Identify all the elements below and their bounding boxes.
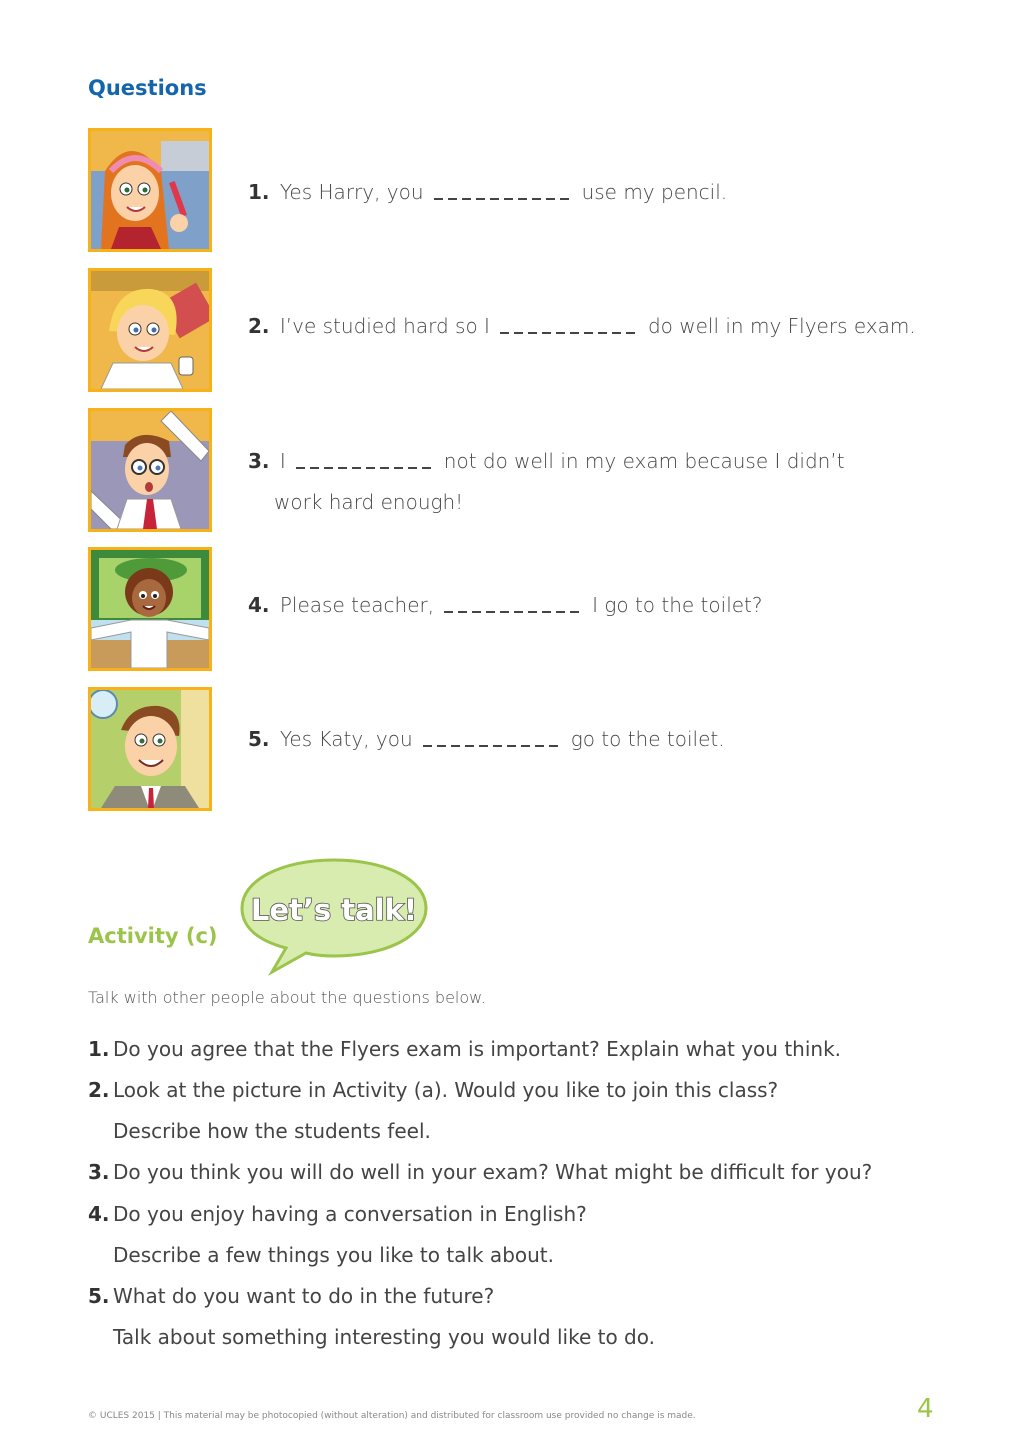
discussion-item-4-continued [88,1235,554,1276]
answer-blank[interactable] [500,332,638,334]
question-text-after: go to the toilet. [570,727,725,751]
girl-with-pencil-illustration [88,128,212,252]
item-text: Do you think you will do well in your exam? What might be difficult for you? [113,1160,873,1184]
question-text-after: do well in my Flyers exam. [647,314,916,338]
activity-instructions: Talk with other people about the questions below. [88,988,486,1007]
question-number: 3. [248,449,270,473]
item-number: 3. [88,1160,110,1184]
blonde-boy-illustration [88,268,212,392]
discussion-item-1 [88,1029,841,1070]
discussion-item-5 [88,1276,494,1317]
question-3 [248,441,845,482]
item-text: Do you enjoy having a conversation in English? [113,1202,587,1226]
item-text: Look at the picture in Activity (a). Would you like to join this class? [113,1078,779,1102]
question-text-before: Please teacher, [279,593,435,617]
question-text-after: I go to the toilet? [592,593,763,617]
question-2 [248,306,916,347]
question-3-continued: work hard enough! [274,490,464,514]
item-text: Describe how the students feel. [113,1119,431,1143]
bubble-text: Let’s talk! [250,893,418,927]
item-number: 1. [88,1037,110,1061]
questions-title: Questions [88,76,207,100]
answer-blank[interactable] [423,745,561,747]
question-text-after: not do well in my exam because I didn’t [443,449,845,473]
question-number: 1. [248,180,270,204]
item-number: 5. [88,1284,110,1308]
discussion-item-2 [88,1070,778,1111]
question-text-before: Yes Harry, you [279,180,424,204]
question-4 [248,585,763,626]
curly-hair-girl-illustration [88,547,212,671]
copyright-footer: © UCLES 2015 | This material may be photocopied (without alteration) and distributed for classroom use provided no change is made. [88,1411,696,1421]
activity-title: Activity (c) [88,924,218,948]
question-5 [248,719,725,760]
question-1 [248,172,727,213]
discussion-item-5-continued [88,1317,655,1358]
question-number: 2. [248,314,270,338]
question-text-after: use my pencil. [581,180,728,204]
answer-blank[interactable] [444,611,582,613]
boy-with-glasses-illustration [88,408,212,532]
item-text: Describe a few things you like to talk about. [113,1243,554,1267]
answer-blank[interactable] [296,467,434,469]
question-text-before: I [279,449,286,473]
question-text-before: Yes Katy, you [279,727,413,751]
item-text: Talk about something interesting you would like to do. [113,1325,655,1349]
page-number: 4 [917,1394,934,1424]
question-number: 4. [248,593,270,617]
discussion-item-3 [88,1152,872,1193]
question-number: 5. [248,727,270,751]
speech-bubble [236,856,432,976]
item-number: 2. [88,1078,110,1102]
discussion-item-2-continued [88,1111,431,1152]
item-text: What do you want to do in the future? [113,1284,495,1308]
item-text: Do you agree that the Flyers exam is important? Explain what you think. [113,1037,842,1061]
teacher-illustration [88,687,212,811]
discussion-item-4 [88,1194,587,1235]
item-number: 4. [88,1202,110,1226]
answer-blank[interactable] [434,198,572,200]
question-text-before: I’ve studied hard so I [279,314,490,338]
